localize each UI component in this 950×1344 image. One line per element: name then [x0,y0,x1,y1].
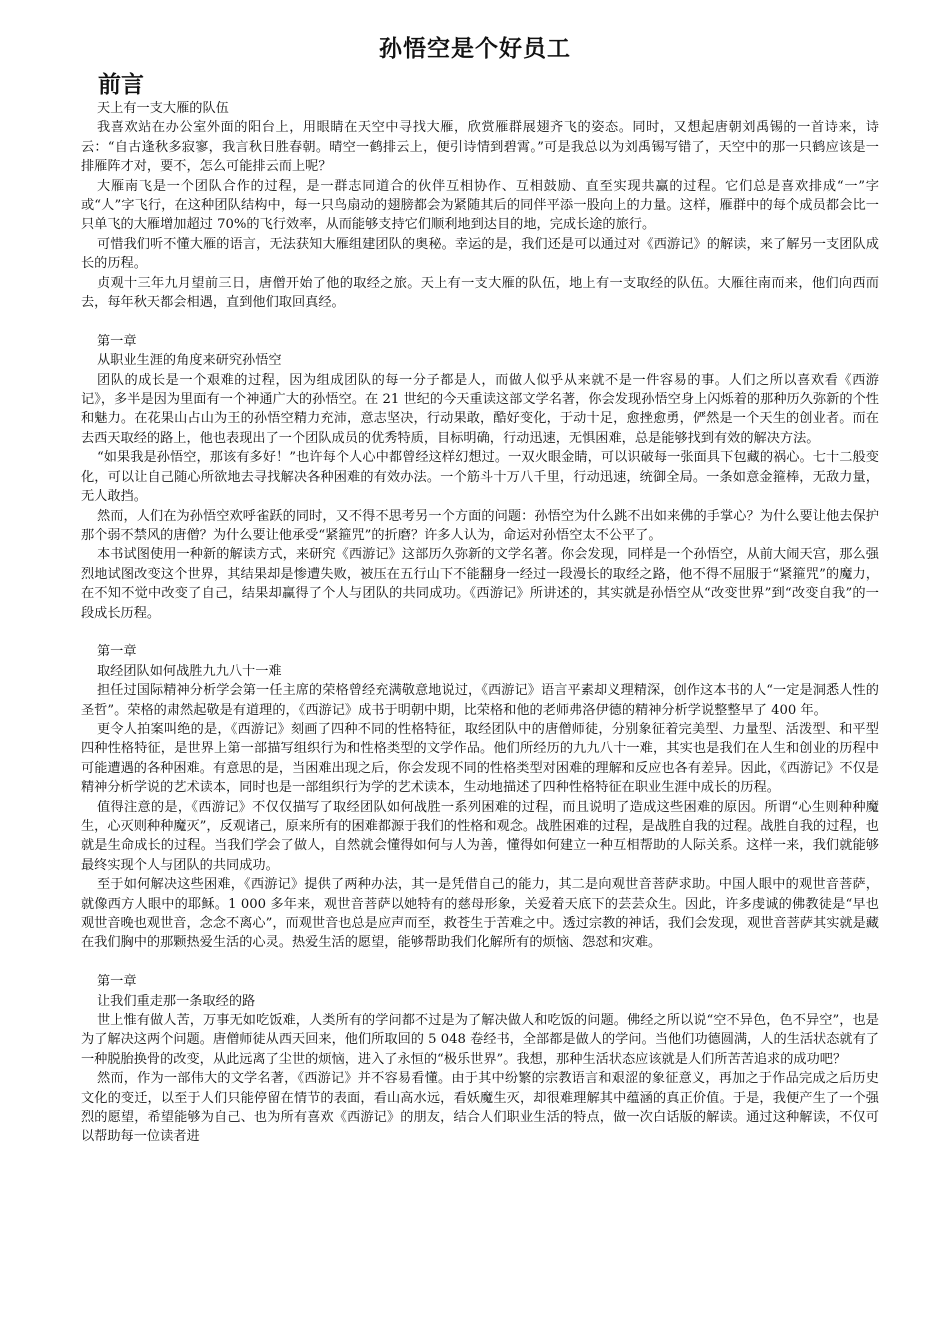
paragraph: 大雁南飞是一个团队合作的过程，是一群志同道合的伙伴互相协作、互相鼓励、直至实现共赢的过程。它们总是喜欢排成“一”字或“人”字飞行，在这种团队结构中，每一只鸟扇动的翅膀都会为紧随其后的同伴平添一股向上的力量。这样，雁群中的每个成员都会比一只单飞的大雁增加超过 70%的飞行效率，从而能够支持它们顺利地到达目的地，完成长途的旅行。 [81,178,879,233]
document-body [81,99,879,1147]
chapter-heading: 第一章 [97,974,137,990]
preface-heading: 前言 [98,71,144,98]
paragraph: 团队的成长是一个艰难的过程，因为组成团队的每一分子都是人，而做人似乎从来就不是一件容易的事。人们之所以喜欢看《西游记》，多半是因为里面有一个神通广大的孙悟空。在 21 世纪的今天重读这部文学名著，你会发现孙悟空身上闪烁着的那种历久弥新的个性和魅力。在花果山占山为王的孙悟空精力充沛，意志坚决，行动果敢，酷好变化，于动十足，愈挫愈勇，俨然是一个天生的创业者。而在去西天取经的路上，他也表现出了一个团队成员的优秀特质，目标明确，行动迅速，无惧困难，总是能够找到有效的解决方法。 [81,372,879,446]
blank-line [81,953,879,972]
paragraph: 值得注意的是，《西游记》不仅仅描写了取经团队如何战胜一系列困难的过程，而且说明了造成这些困难的原因。所谓“心生则种种魔生，心灭则种种魔灭”，反观诸己，原来所有的困难都源于我们的性格和观念。战胜困难的过程，是战胜自我的过程。战胜自我的过程，也就是生命成长的过程。当我们学会了做人，自然就会懂得如何与人为善，懂得如何建立一种互相帮助的人际关系。这样一来，我们就能够最终实现个人与团队的共同成功。 [81,799,879,873]
paragraph: 至于如何解决这些困难，《西游记》提供了两种办法，其一是凭借自己的能力，其二是向观世音菩萨求助。中国人眼中的观世音菩萨，就像西方人眼中的耶稣。1 000 多年来，观世音菩萨以她特有的慈母形象，关爱着天底下的芸芸众生。因此，许多虔诚的佛教徒是“早也观世音晚也观世音，念念不离心”，而观世音也总是应声而至，救苍生于苦难之中。透过宗教的神话，我们会发现，观世音菩萨其实就是藏在我们胸中的那颗热爱生活的心灵。热爱生活的愿望，能够帮助我们化解所有的烦恼、怨怼和灾难。 [81,877,879,951]
paragraph: 然而，人们在为孙悟空欢呼雀跃的同时，又不得不思考另一个方面的问题：孙悟空为什么跳不出如来佛的手掌心？为什么要让他去保护那个弱不禁风的唐僧？为什么要让他承受“紧箍咒”的折磨？许多人认为，命运对孙悟空太不公平了。 [81,508,879,543]
document-title: 孙悟空是个好员工 [379,35,571,62]
paragraph: “如果我是孙悟空，那该有多好！”也许每个人心中都曾经这样幻想过。一双火眼金睛，可以识破每一张面具下包藏的祸心。七十二般变化，可以让自己随心所欲地去寻找解决各种困难的有效办法。一个筋斗十万八千里，行动迅速，统御全局。一条如意金箍棒，无敌力量，无人敢挡。 [81,450,879,505]
section-subtitle: 从职业生涯的角度来研究孙悟空 [97,353,282,369]
section-subtitle: 让我们重走那一条取经的路 [97,993,256,1009]
paragraph: 更令人拍案叫绝的是，《西游记》刻画了四种不同的性格特征，取经团队中的唐僧师徒，分别象征着完美型、力量型、活泼型、和平型四种性格特征，是世界上第一部描写组织行为和性格类型的文学作品。他们所经历的九九八十一难，其实也是我们在人生和创业的历程中可能遭遇的各种困难。有意思的是，当困难出现之后，你会发现不同的性格类型对困难的理解和反应也各有差异。因此，《西游记》不仅是精神分析学说的艺术读本，同时也是一部组织行为学的艺术读本，生动地描述了四种性格特征在职业生涯中成长的历程。 [81,721,879,796]
preface-subtitle: 天上有一支大雁的队伍 [97,101,229,116]
paragraph: 世上惟有做人苦，万事无如吃饭难，人类所有的学问都不过是为了解决做人和吃饭的问题。佛经之所以说“空不异色，色不异空”，也是为了解决这两个问题。唐僧师徒从西天回来，他们所取回的 5 048 卷经书，全部都是做人的学问。当他们功德圆满，人的生活状态就有了一种脱胎换骨的改变，从此远离了尘世的烦恼，进入了永恒的“极乐世界”。我想，那种生活状态应该就是人们所苦苦追求的成功吧？ [81,1013,879,1067]
blank-line [81,623,879,642]
paragraph: 可惜我们听不懂大雁的语言，无法获知大雁组建团队的奥秘。幸运的是，我们还是可以通过对《西游记》的解读，来了解另一支团队成长的历程。 [81,236,879,272]
paragraph: 担任过国际精神分析学会第一任主席的荣格曾经充满敬意地说过，《西游记》语言平素却义理精深，创作这本书的人“一定是洞悉人性的圣哲”。荣格的肃然起敬是有道理的，《西游记》成书于明朝中期，比荣格和他的老师弗洛伊德的精神分析学说整整早了 400 年。 [81,683,879,718]
blank-line [81,312,879,331]
paragraph: 然而，作为一部伟大的文学名著，《西游记》并不容易看懂。由于其中纷繁的宗教语言和艰涩的象征意义，再加之于作品完成之后历史文化的变迁，以至于人们只能停留在情节的表面，看山高水远，看妖魔生灭，却很难理解其中蕴涵的真正价值。于是，我便产生了一个强烈的愿望，希望能够为自己、也为所有喜欢《西游记》的朋友，结合人们职业生活的特点，做一次白话版的解读。通过这种解读，不仅可以帮助每一位读者进 [81,1071,879,1145]
paragraph: 我喜欢站在办公室外面的阳台上，用眼睛在天空中寻找大雁，欣赏雁群展翅齐飞的姿态。同时，又想起唐朝刘禹锡的一首诗来，诗云：“自古逢秋多寂寥，我言秋日胜春朝。晴空一鹤排云上，便引诗情到碧霄。”可是我总以为刘禹锡写错了，天空中的那一只鹤应该是一排雁阵才对，要不，怎么可能排云而上呢？ [81,120,879,175]
paragraph: 本书试图使用一种新的解读方式，来研究《西游记》这部历久弥新的文学名著。你会发现，同样是一个孙悟空，从前大闹天宫，那么强烈地试图改变这个世界，其结果却是惨遭失败，被压在五行山下不能翻身一经过一段漫长的取经之路，他不得不屈服于“紧箍咒”的魔力，在不知不觉中改变了自己，结果却赢得了个人与团队的共同成功。《西游记》所讲述的，其实就是孙悟空从“改变世界”到“改变自我”的一段成长历程。 [81,547,879,621]
chapter-heading: 第一章 [97,644,137,660]
chapter-heading: 第一章 [97,333,137,349]
section-subtitle: 取经团队如何战胜九九八十一难 [97,663,282,679]
paragraph: 贞观十三年九月望前三日，唐僧开始了他的取经之旅。天上有一支大雁的队伍，地上有一支取经的队伍。大雁往南而来，他们向西而去，每年秋天都会相遇，直到他们取回真经。 [81,275,879,311]
